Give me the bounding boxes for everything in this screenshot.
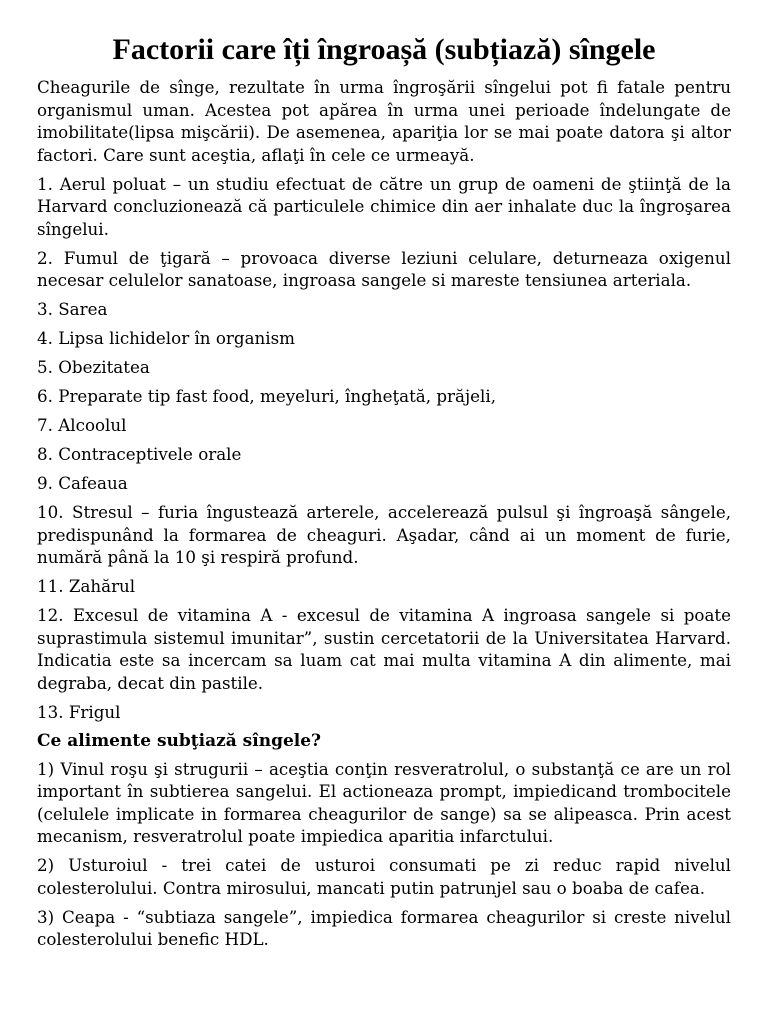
page-title: Factorii care îți îngroașă (subțiază) sîngele [112,33,656,66]
factor-item: 5. Obezitatea [37,357,150,377]
intro-paragraph: Cheagurile de sînge, rezultate în urma îngroşării sîngelui pot fi fatale pentru organismul uman. Acestea pot apărea în urma unei perioade îndelungate de imobilitate(lipsa mişcării). De asemenea, apariţia lor se mai poate datora şi altor factori. Care sunt aceştia, aflaţi în cele ce urmeayă. [37,77,731,165]
factor-item: 12. Excesul de vitamina A - excesul de vitamina A ingroasa sangele si poate suprastimula sistemul imunitar”, sustin cercetatorii de la Universitatea Harvard. Indicatia este sa incercam sa luam cat mai multa vitamina A din alimente, mai degraba, decat din pastile. [37,605,731,693]
document-page [37,30,731,957]
factor-item: 11. Zahărul [37,576,136,596]
factor-item: 6. Preparate tip fast food, meyeluri, îngheţată, prăjeli, [37,386,496,406]
foods-list [37,758,731,951]
food-item: 2) Usturoiul - trei catei de usturoi consumati pe zi reduc rapid nivelul colesterolului. Contra mirosului, mancati putin patrunjel sau o boaba de cafea. [37,855,731,898]
factor-item: 1. Aerul poluat – un studiu efectuat de către un grup de oameni de ştiinţă de la Harvard concluzionează că particulele chimice din aer inhalate duc la îngroşarea sîngelui. [37,173,731,239]
factor-item: 2. Fumul de ţigară – provoaca diverse leziuni celulare, deturneaza oxigenul necesar celulelor sanatoase, ingroasa sangele si mareste tensiunea arteriala. [37,247,731,290]
food-item: 3) Ceapa - “subtiaza sangele”, impiedica formarea cheagurilor si creste nivelul colesterolului benefic HDL. [37,906,731,949]
food-item: 1) Vinul roşu şi strugurii – aceştia conţin resveratrolul, o substanţă ce are un rol important în subtierea sangelui. El actioneaza prompt, impiedicand trombocitele (celulele implicate in formarea cheagurilor de sange) sa se alipeasca. Prin acest mecanism, resveratrolul poate impiedica aparitia infarctului. [37,758,731,846]
factor-item: 8. Contraceptivele orale [37,444,242,464]
factors-list [37,173,731,724]
factor-item: 3. Sarea [37,299,108,319]
section-heading: Ce alimente subţiază sîngele? [37,730,322,751]
factor-item: 10. Stresul – furia îngustează arterele, accelerează pulsul şi îngroaşă sângele, predispunând la formarea de cheaguri. Aşadar, când ai un moment de furie, numără până la 10 şi respiră profund. [37,502,731,567]
factor-item: 7. Alcoolul [37,415,127,435]
factor-item: 13. Frigul [37,701,121,722]
factor-item: 4. Lipsa lichidelor în organism [37,328,295,348]
factor-item: 9. Cafeaua [37,473,128,493]
